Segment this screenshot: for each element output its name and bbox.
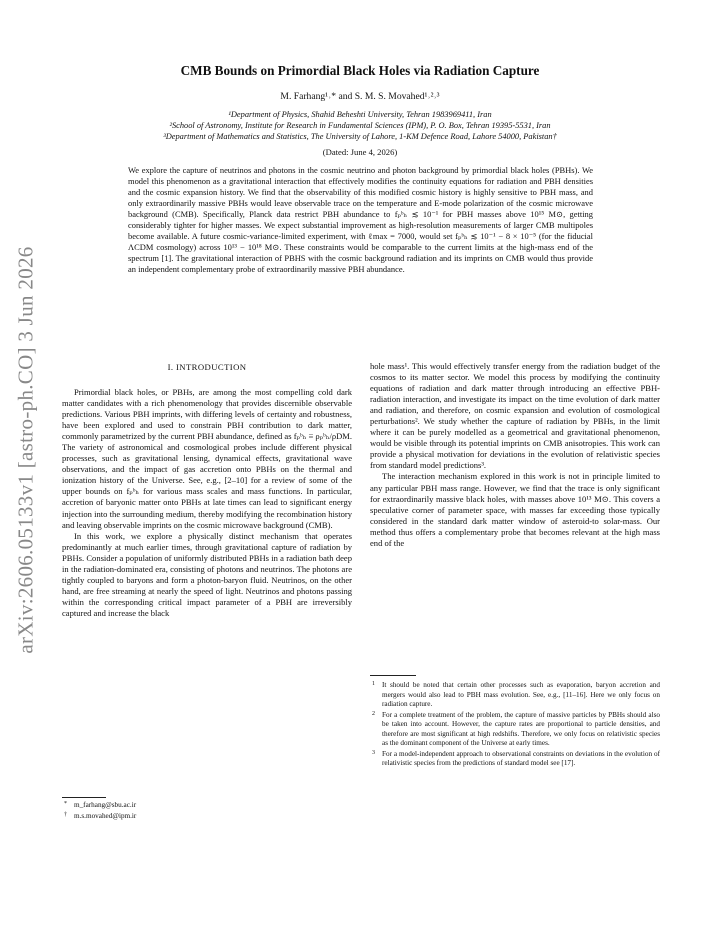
intro-paragraph-2: In this work, we explore a physically distinct mechanism that operates predominantly at much earlier times, through gravitational capture of radiation by PBHs. Consider a population of uniformly distributed PBHs in a radiation bath deep in the radiation-dominated era, consisting of photons and neutrinos. The photons are tightly coupled to baryons and form a photon-baryon fluid. Neutrinos, on the other hand, are free streaming at nearly the speed of light. Neutrinos and photons passing within the corresponding critical impact parameter of a PBH are irreversibly captured and increase the black [62, 530, 352, 618]
footnote-mark: † [64, 811, 67, 818]
paper-title: CMB Bounds on Primordial Black Holes via Radiation Capture [180, 63, 540, 78]
right-column [370, 361, 660, 549]
footnote-mark: 2 [372, 710, 375, 717]
intro-paragraph-1: Primordial black holes, or PBHs, are among the most compelling cold dark matter candidates with a rich phenomenology that provides discernible observable predictions. Various PBH imprints, with differing levels of certainty and robustness, have been explored and used to constrain PBH contribution to dark matter, commonly parametrized by the current PBH abundance, defined as fₚᵇₕ ≡ ρₚᵇₕ/ρDM. The variety of astronomical and cosmological probes include different physical processes, such as gravitational lensing, dynamical effects, gravitational wave observations, and the impact of gas accretion onto PBHs on the thermal and ionization history of the Universe. See, e.g., [2–10] for a review of some of the upper bounds on fₚᵇₕ for various mass scales and mass functions. In particular, accretion of baryonic matter onto PBHs at late times can lead to significant energy injection into the surrounding medium, thereby modifying the recombination history and leaving observable imprints on the cosmic microwave background (CMB). [62, 387, 352, 530]
footnote-rule-left [62, 797, 106, 798]
footnote-text: It should be noted that certain other processes such as evaporation, baryon accretion and mergers would also lead to PBH mass evolution. See, e.g., [11–16]. Here we only focus on radiation capture. [382, 681, 660, 708]
date-line: (Dated: June 4, 2026) [322, 147, 398, 157]
footnote-mark: * [64, 801, 67, 807]
left-column [62, 387, 352, 619]
footnote-1 [372, 681, 660, 710]
arxiv-identifier: arXiv:2606.05133v1 [astro-ph.CO] 3 Jun 2026 [13, 246, 38, 654]
footnote-2 [372, 711, 660, 749]
intro-paragraph-3: hole mass¹. This would effectively transfer energy from the radiation budget of the cosmos to its matter sector. We model this process by modifying the continuity equations of radiation and dark matter through introducing an effective PBH-radiation interaction, and investigate its impact on the time evolution of dark matter and radiation, and therefore, on cosmic expansion and evolution of cosmological perturbations². We study whether the capture of radiation by PBHs, in the limit where it can be purely modelled as a geometrical and gravitational phenomenon, would be visible through its potential imprints on CMB anisotropies. This work can provide a physical motivation for deviations in the evolution of relativistic species from standard model predictions³. [370, 361, 660, 471]
footnotes-left [64, 801, 352, 822]
footnote-text: For a complete treatment of the problem, the capture of massive particles by PBHs should also be taken into account. However, the capture rates are proportional to particle densities, and therefore are most significant at high redshifts. Therefore, we only focus on relativistic species as the dominant component of the Universe at early times. [382, 710, 660, 747]
email-address: m.s.movahed@ipm.ir [74, 811, 137, 820]
footnote-text: For a model-independent approach to observational constraints on deviations in the evolution of relativistic species from the predictions of standard model see [17]. [382, 749, 660, 767]
footnotes-right [372, 681, 660, 770]
email-footnote-1 [64, 801, 352, 811]
affiliation-2: ²School of Astronomy, Institute for Research in Fundamental Sciences (IPM), P. O. Box, Tehran 19395-5531, Iran [169, 121, 551, 130]
affiliation-3: ³Department of Mathematics and Statistics, The University of Lahore, 1-KM Defence Road, Lahore 54000, Pakistan† [163, 132, 557, 141]
author-list: M. Farhang¹˒* and S. M. S. Movahed¹˒²˒³ [280, 91, 440, 102]
footnote-mark: 3 [372, 749, 375, 756]
arxiv-sidebar-stamp [6, 240, 46, 660]
intro-paragraph-4: The interaction mechanism explored in this work is not in principle limited to any particular PBH mass range. However, we find that the trace is only significant for extraordinarily massive black holes, with masses above 10¹³ M⊙. This covers a speculative corner of parameter space, with masses far exceeding those typically considered in the standard dark matter window of asteroid-to solar-mass. Our method thus offers a complementary probe that becomes relevant at the high mass end of the [370, 471, 660, 548]
abstract: We explore the capture of neutrinos and photons in the cosmic neutrino and photon background by primordial black holes (PBHs). We model this phenomenon as a gravitational interaction that effectively modifies the continuity equations for radiation and PBH densities and the cosmic expansion history. We find that the observability of this modified cosmic history is highly sensitive to PBH mass, and only extraordinarily massive PBHs would leave observable trace on the temperature and E-mode polarization of the cosmic microwave background (CMB). Specifically, Planck data restrict PBH abundance to fₚᵇₕ ≲ 10⁻¹ for PBH masses above 10¹⁵ M⊙, getting considerably tighter for higher masses. We expect substantial improvement as high-resolution measurements of larger CMB multipoles become available. A future cosmic-variance-limited experiment, with ℓmax = 7000, would set fₚᵇₕ ≲ 10⁻¹ − 8 × 10⁻⁵ (for the fiducial ΛCDM cosmology) across 10¹³ − 10¹⁸ M⊙. These constraints would be comparable to the current limits at the high-mass end of the spectrum [1]. The gravitational interaction of PBHS with the cosmic background radiation and its imprints on CMB would thus provide an independent complementary probe of extraordinarily massive PBH abundance. [128, 165, 593, 274]
footnote-mark: 1 [372, 681, 375, 687]
email-address: m_farhang@sbu.ac.ir [74, 801, 137, 809]
section-heading-introduction: I. INTRODUCTION [167, 362, 247, 372]
email-footnote-2 [64, 812, 352, 822]
affiliation-1: ¹Department of Physics, Shahid Beheshti University, Tehran 1983969411, Iran [228, 110, 492, 119]
footnote-3 [372, 750, 660, 769]
footnote-rule-right [370, 675, 416, 676]
